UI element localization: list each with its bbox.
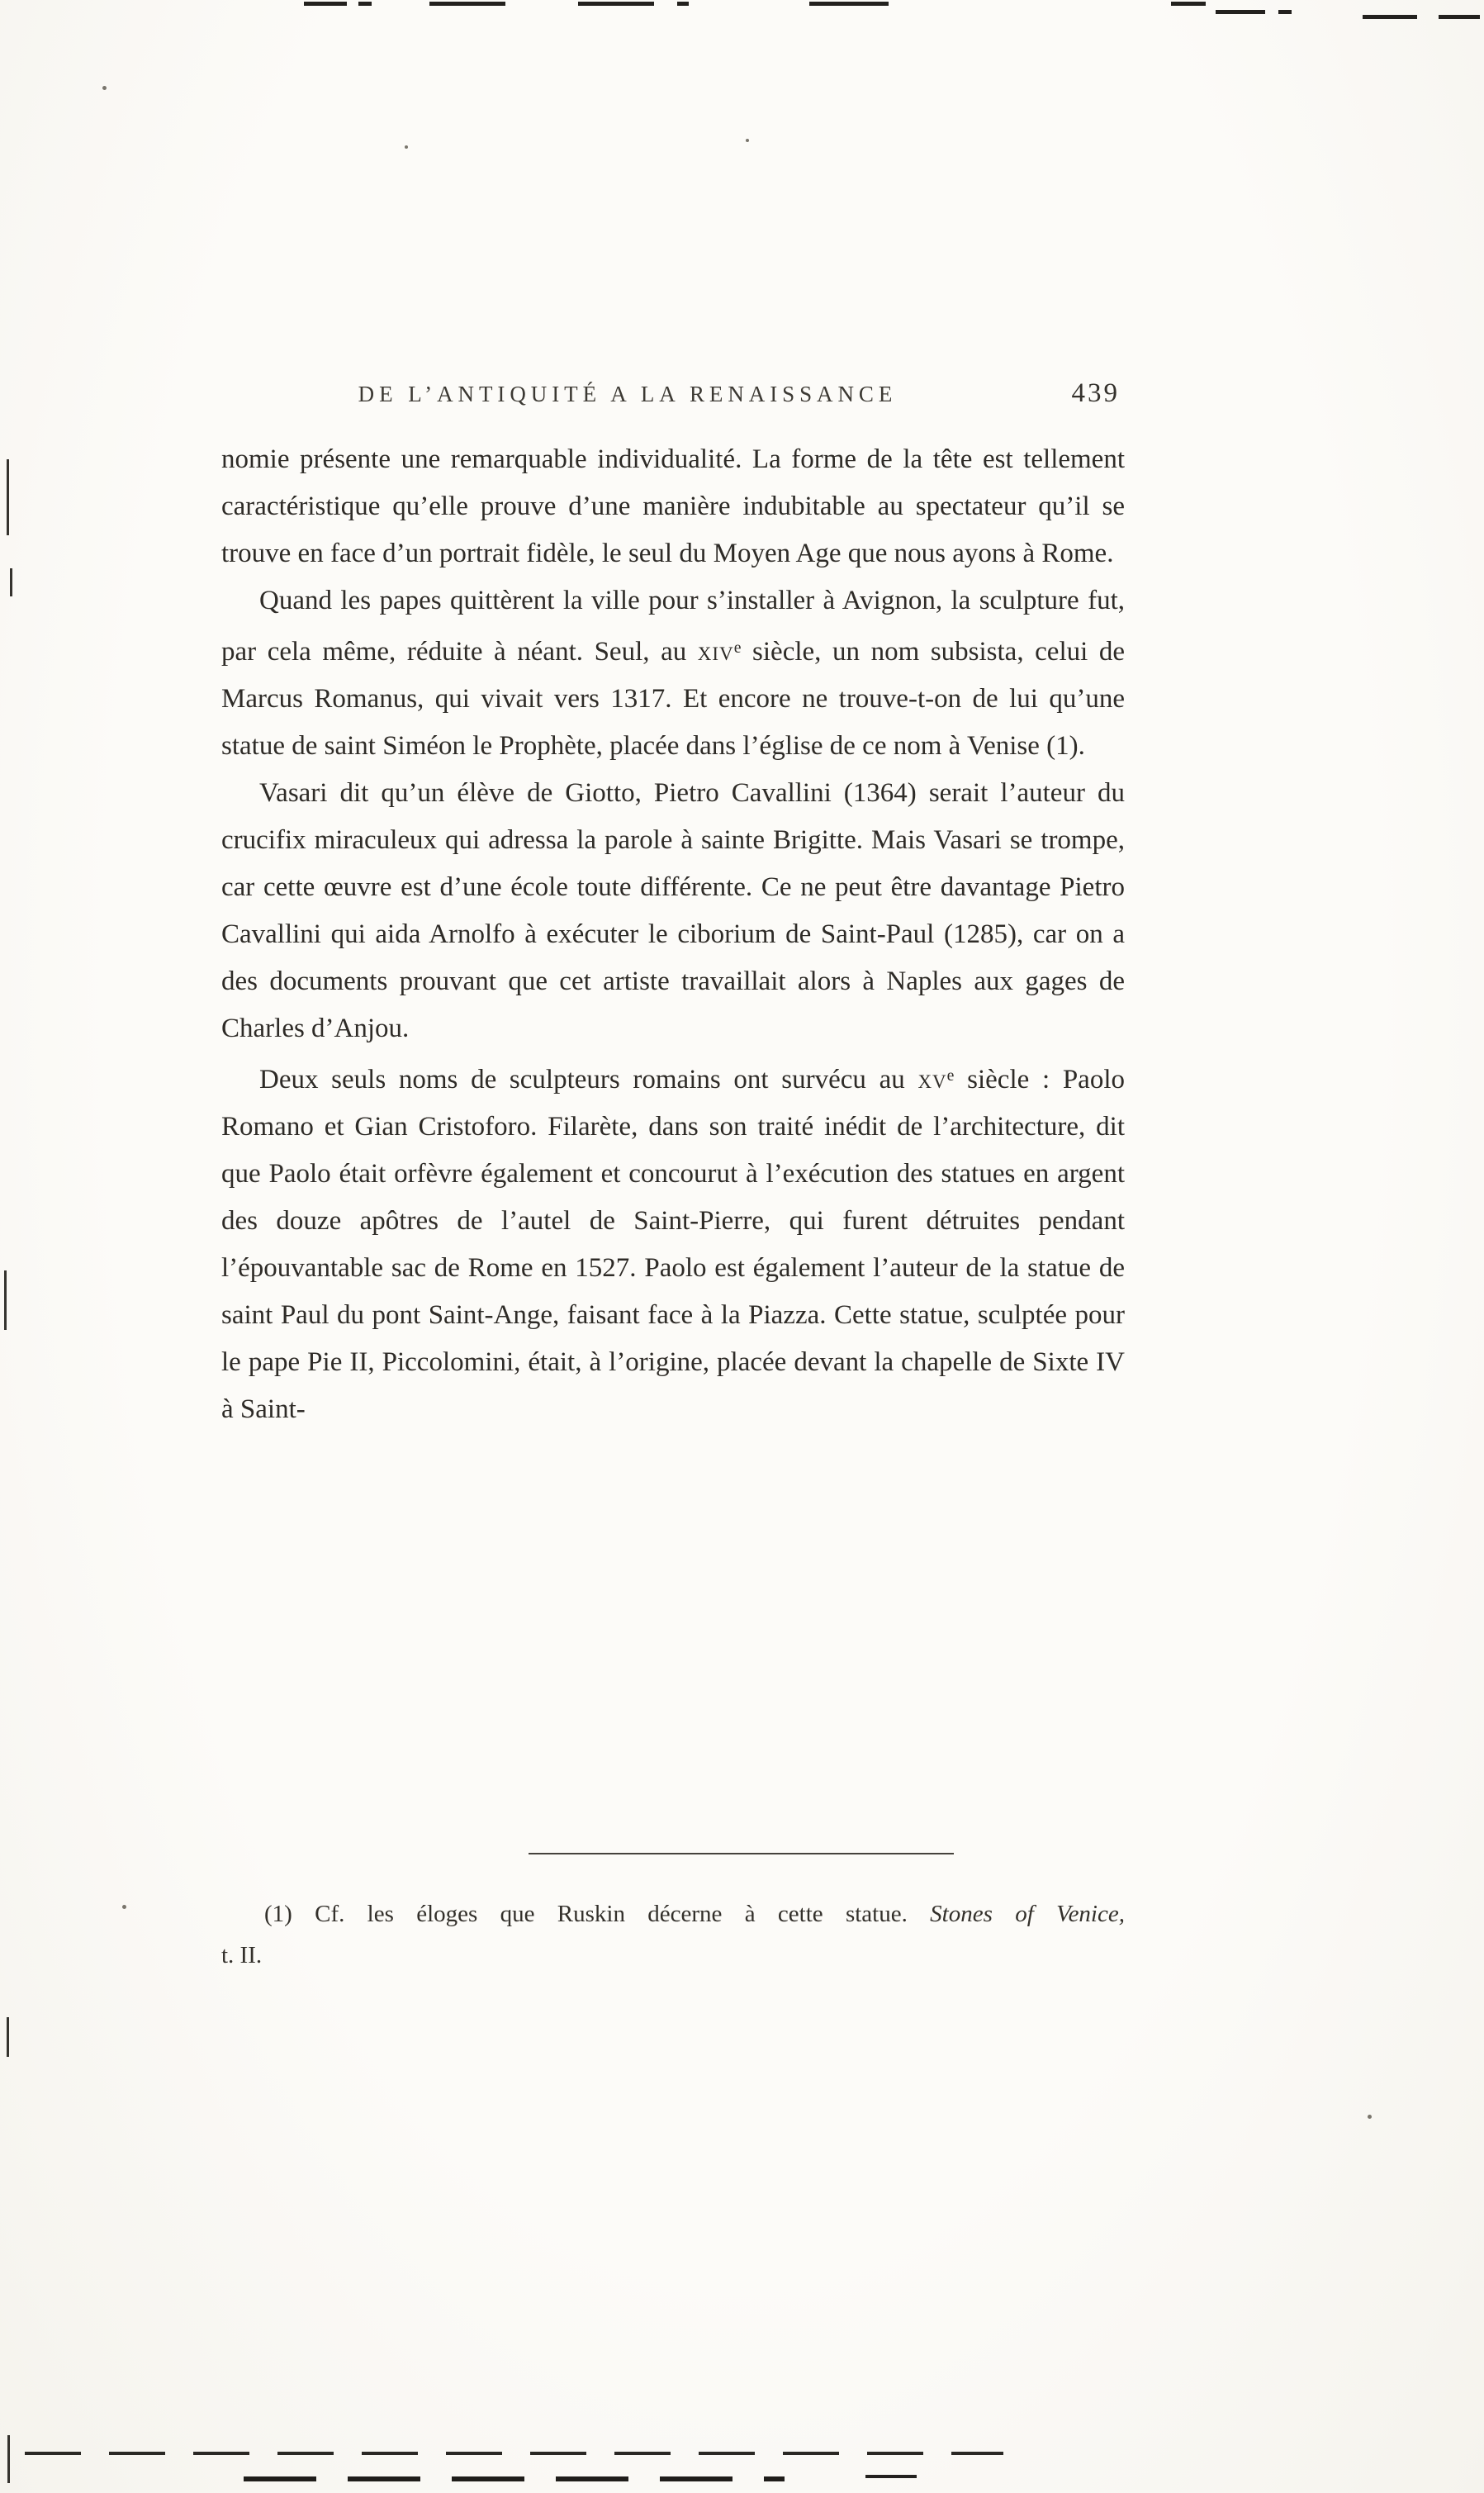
scan-artifact — [1278, 10, 1292, 14]
scan-artifact — [7, 2435, 10, 2483]
paragraph — [221, 770, 1125, 1052]
scan-artifact — [677, 2, 689, 6]
body-text — [221, 436, 1125, 1433]
text-segment: (1) Cf. les éloges que Ruskin décerne à cette statue. — [264, 1901, 931, 1927]
footnote-line — [221, 1935, 1125, 1976]
scan-artifact — [7, 459, 9, 535]
footnote — [221, 1893, 1125, 1976]
text-segment: siècle, un nom subsista, celui de Marcus Romanus, qui vivait vers 1317. Et encore ne trouve-t-on de lui qu’une statue de saint Siméon le Prophète, placée dans l’église de ce nom à Venise (1). — [221, 636, 1126, 761]
scan-artifact — [429, 2, 505, 6]
text-segment: Quand les papes quittèrent la ville pour s’installer à Avignon, la sculpture fut, par cela même, réduite à néant. Seul, au — [221, 586, 1125, 667]
paragraph — [221, 436, 1125, 577]
scan-artifact — [25, 2452, 1003, 2455]
footnote-rule — [529, 1853, 954, 1854]
scan-artifact — [1363, 15, 1417, 19]
scan-artifact — [865, 2475, 917, 2478]
text-segment: siècle : Paolo Romano et Gian Cristoforo. Filarète, dans son traité inédit de l’architecture, dit que Paolo était orfèvre également et concourut à l’exécution des statues en argent des douze apôtres de l’autel de Saint-Pierre, qui furent détruites pendant l’épouvantable sac de Rome en 1527. Paolo est également l’auteur de la statue de saint Paul du pont Saint-Ange, faisant face à la Piazza. Cette statue, sculptée pour le pape Pie II, Piccolomini, était, à l’origine, placée devant la chapelle de Sixte IV à Saint- — [221, 1064, 1125, 1424]
scan-artifact — [746, 139, 749, 142]
scan-artifact — [304, 2, 347, 6]
running-head — [221, 378, 1125, 418]
running-title: DE L’ANTIQUITÉ A LA RENAISSANCE — [358, 382, 898, 406]
text-segment: nomie présente une remarquable individualité. La forme de la tête est tellement caractéristique qu’elle prouve d’une manière indubitable au spectateur qu’il se trouve en face d’un portrait fidèle, le seul du Moyen Age que nous ayons à Rome. — [221, 444, 1125, 568]
scan-artifact — [102, 86, 107, 90]
superscript-text: e — [946, 1066, 955, 1085]
scan-artifact — [1216, 10, 1265, 14]
smallcaps-text: xiv — [697, 636, 734, 667]
scan-artifact — [405, 145, 408, 149]
text-segment: Deux seuls noms de sculpteurs romains ont survécu au — [259, 1064, 918, 1095]
scan-artifact — [7, 2017, 9, 2057]
paragraph — [221, 1052, 1125, 1433]
scan-artifact — [1368, 2115, 1372, 2119]
scan-artifact — [10, 568, 12, 596]
scan-artifact — [809, 2, 889, 6]
paragraph — [221, 577, 1125, 770]
scan-artifact — [1171, 2, 1206, 6]
scan-artifact — [4, 1270, 7, 1330]
scan-artifact — [578, 2, 654, 6]
text-segment: Vasari dit qu’un élève de Giotto, Pietro Cavallini (1364) serait l’auteur du crucifix miraculeux qui adressa la parole à sainte Brigitte. Mais Vasari se trompe, car cette œuvre est d’une école toute différente. Ce ne peut être davantage Pietro Cavallini qui aida Arnolfo à exécuter le ciborium de Saint-Paul (1285), car on a des documents prouvant que cet artiste travaillait alors à Naples aux gages de Charles d’Anjou. — [221, 777, 1125, 1043]
footnote-line — [221, 1893, 1125, 1935]
italic-text: Stones of Venice, — [930, 1901, 1125, 1927]
text-segment: t. II. — [221, 1942, 263, 1968]
scan-artifact — [122, 1905, 126, 1909]
page-number: 439 — [1071, 378, 1120, 408]
smallcaps-text: xv — [917, 1064, 947, 1095]
scan-artifact — [244, 2476, 785, 2481]
scan-artifact — [358, 2, 372, 6]
scan-artifact — [1439, 15, 1480, 19]
superscript-text: e — [733, 639, 742, 657]
